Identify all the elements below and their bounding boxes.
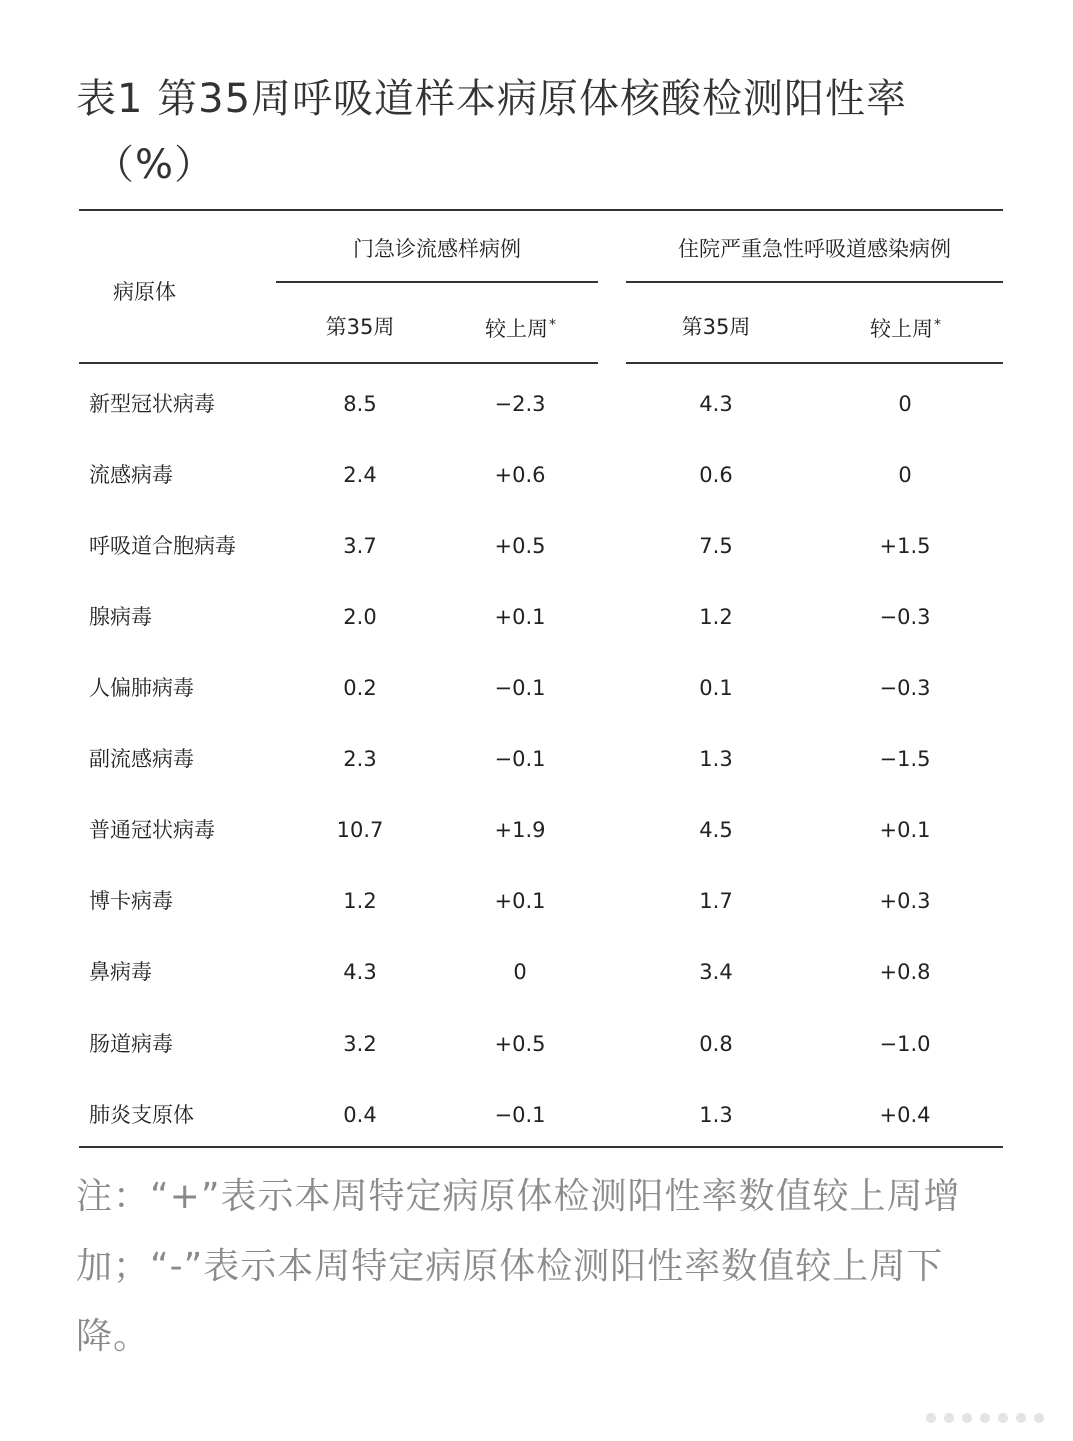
row-pathogen-name: 腺病毒 bbox=[89, 605, 152, 629]
row-ip-week: 1.3 bbox=[699, 747, 733, 771]
row-pathogen-name: 人偏肺病毒 bbox=[89, 676, 194, 700]
row-ip-week: 0.6 bbox=[699, 463, 733, 487]
row-pathogen-name: 肺炎支原体 bbox=[89, 1103, 194, 1127]
row-op-change: −0.1 bbox=[494, 1103, 546, 1127]
row-ip-change: 0 bbox=[898, 463, 912, 487]
row-op-change: +0.1 bbox=[494, 889, 546, 913]
row-ip-week: 1.3 bbox=[699, 1103, 733, 1127]
row-op-week: 2.4 bbox=[343, 463, 377, 487]
row-ip-change: +1.5 bbox=[879, 534, 931, 558]
table-title bbox=[76, 66, 1016, 198]
header-op-change-mark: * bbox=[549, 317, 556, 333]
header-ip-week: 第35周 bbox=[681, 315, 751, 339]
group1-header-rule bbox=[276, 281, 598, 283]
header-bottom-rule-left bbox=[79, 362, 598, 364]
row-op-week: 0.2 bbox=[343, 676, 377, 700]
row-ip-week: 3.4 bbox=[699, 960, 733, 984]
row-ip-change: +0.3 bbox=[879, 889, 931, 913]
header-pathogen: 病原体 bbox=[113, 280, 176, 304]
row-op-week: 8.5 bbox=[343, 392, 377, 416]
row-ip-week: 1.7 bbox=[699, 889, 733, 913]
row-pathogen-name: 流感病毒 bbox=[89, 463, 173, 487]
row-op-change: 0 bbox=[513, 960, 527, 984]
row-pathogen-name: 鼻病毒 bbox=[89, 960, 152, 984]
row-pathogen-name: 博卡病毒 bbox=[89, 889, 173, 913]
row-pathogen-name: 副流感病毒 bbox=[89, 747, 194, 771]
row-pathogen-name: 普通冠状病毒 bbox=[89, 818, 215, 842]
row-op-change: +0.5 bbox=[494, 1032, 546, 1056]
row-ip-change: +0.8 bbox=[879, 960, 931, 984]
more-dots-icon bbox=[921, 1405, 1061, 1431]
row-op-change: +0.1 bbox=[494, 605, 546, 629]
row-ip-change: +0.4 bbox=[879, 1103, 931, 1127]
header-group-outpatient: 门急诊流感样病例 bbox=[353, 237, 521, 261]
row-ip-week: 1.2 bbox=[699, 605, 733, 629]
row-op-week: 2.3 bbox=[343, 747, 377, 771]
row-op-week: 3.7 bbox=[343, 534, 377, 558]
row-ip-change: +0.1 bbox=[879, 818, 931, 842]
row-op-week: 3.2 bbox=[343, 1032, 377, 1056]
row-op-change: −0.1 bbox=[494, 747, 546, 771]
title-line-2: （%） bbox=[94, 142, 216, 188]
row-pathogen-name: 呼吸道合胞病毒 bbox=[89, 534, 236, 558]
header-bottom-rule-right bbox=[626, 362, 1003, 364]
row-ip-week: 4.3 bbox=[699, 392, 733, 416]
row-op-change: +0.6 bbox=[494, 463, 546, 487]
row-op-change: +1.9 bbox=[494, 818, 546, 842]
group2-header-rule bbox=[626, 281, 1003, 283]
header-ip-change bbox=[840, 314, 970, 344]
row-op-week: 0.4 bbox=[343, 1103, 377, 1127]
title-line-1: 表1 第35周呼吸道样本病原体核酸检测阳性率 bbox=[76, 76, 908, 122]
row-ip-change: −0.3 bbox=[879, 605, 931, 629]
header-op-change-label: 较上周 bbox=[485, 317, 548, 341]
row-op-week: 10.7 bbox=[336, 818, 384, 842]
header-op-week: 第35周 bbox=[325, 315, 395, 339]
row-op-change: −0.1 bbox=[494, 676, 546, 700]
row-pathogen-name: 新型冠状病毒 bbox=[89, 392, 215, 416]
row-op-week: 2.0 bbox=[343, 605, 377, 629]
row-op-week: 1.2 bbox=[343, 889, 377, 913]
header-op-change bbox=[455, 314, 585, 344]
row-ip-change: −1.0 bbox=[879, 1032, 931, 1056]
row-op-change: −2.3 bbox=[494, 392, 546, 416]
row-ip-week: 4.5 bbox=[699, 818, 733, 842]
row-op-week: 4.3 bbox=[343, 960, 377, 984]
row-ip-change: −1.5 bbox=[879, 747, 931, 771]
row-ip-change: 0 bbox=[898, 392, 912, 416]
row-op-change: +0.5 bbox=[494, 534, 546, 558]
row-ip-week: 0.8 bbox=[699, 1032, 733, 1056]
table-bottom-rule bbox=[79, 1146, 1003, 1148]
row-ip-change: −0.3 bbox=[879, 676, 931, 700]
row-ip-week: 7.5 bbox=[699, 534, 733, 558]
header-group-inpatient: 住院严重急性呼吸道感染病例 bbox=[678, 237, 951, 261]
header-ip-change-mark: * bbox=[934, 317, 941, 333]
row-pathogen-name: 肠道病毒 bbox=[89, 1032, 173, 1056]
header-ip-change-label: 较上周 bbox=[870, 317, 933, 341]
table-top-rule bbox=[79, 209, 1003, 211]
row-ip-week: 0.1 bbox=[699, 676, 733, 700]
table-footnote: 注：“+”表示本周特定病原体检测阳性率数值较上周增加；“-”表示本周特定病原体检测阳性率数值较上周下降。 bbox=[76, 1176, 961, 1357]
